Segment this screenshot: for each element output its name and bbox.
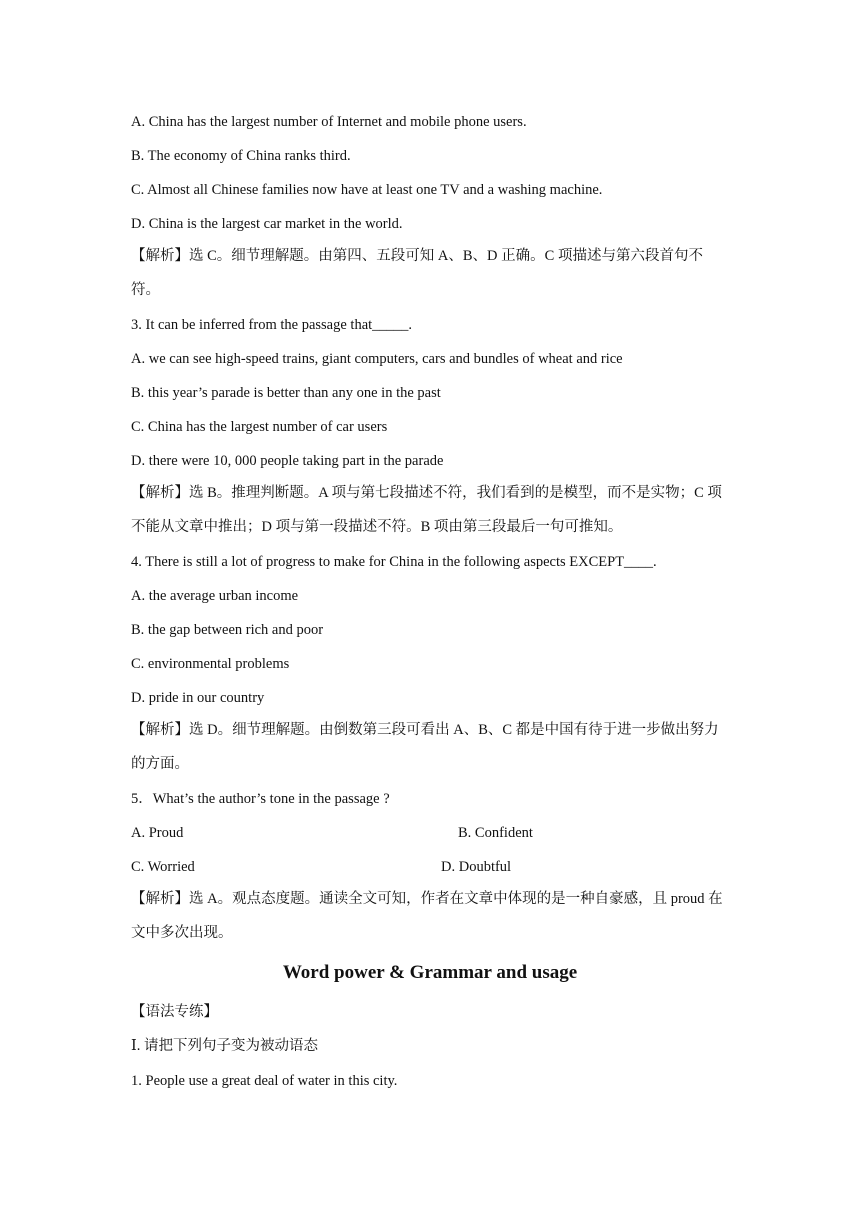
- q5-analysis: 【解析】选 A。观点态度题。通读全文可知，作者在文章中体现的是一种自豪感，且 proud 在文中多次出现。: [131, 891, 723, 941]
- exercise-item-1: 1. People use a great deal of water in this city.: [131, 1073, 398, 1089]
- q4-analysis: 【解析】选 D。细节理解题。由倒数第三段可看出 A、B、C 都是中国有待于进一步做出努力的方面。: [131, 722, 719, 772]
- q4-option-a: A. the average urban income: [131, 588, 299, 604]
- q4-option-b: B. the gap between rich and poor: [131, 622, 324, 638]
- q2-option-d: D. China is the largest car market in the world.: [131, 216, 403, 232]
- q3-option-d: D. there were 10, 000 people taking part in the parade: [131, 453, 444, 469]
- q4-option-c: C. environmental problems: [131, 656, 290, 672]
- q2-option-c: C. Almost all Chinese families now have at least one TV and a washing machine.: [131, 182, 603, 198]
- q4-question: 4. There is still a lot of progress to make for China in the following aspects EXCEPT____.: [131, 554, 657, 570]
- q3-option-c: C. China has the largest number of car users: [131, 419, 388, 435]
- section-instruction: Ⅰ. 请把下列句子变为被动语态: [131, 1038, 318, 1054]
- q5-option-b: B. Confident: [458, 825, 533, 841]
- q4-option-d: D. pride in our country: [131, 690, 265, 706]
- q2-analysis: 【解析】选 C。细节理解题。由第四、五段可知 A、B、D 正确。C 项描述与第六段首句不符。: [131, 248, 703, 298]
- q3-option-b: B. this year’s parade is better than any one in the past: [131, 385, 441, 401]
- q3-analysis: 【解析】选 B。推理判断题。A 项与第七段描述不符，我们看到的是模型，而不是实物；C 项不能从文章中推出；D 项与第一段描述不符。B 项由第三段最后一句可推知。: [131, 485, 722, 535]
- q3-question: 3. It can be inferred from the passage that_____.: [131, 317, 413, 333]
- q2-option-b: B. The economy of China ranks third.: [131, 148, 351, 164]
- q5-option-d: D. Doubtful: [441, 859, 512, 875]
- q3-option-a: A. we can see high-speed trains, giant computers, cars and bundles of wheat and rice: [131, 351, 623, 367]
- section-title: Word power & Grammar and usage: [282, 962, 578, 983]
- q5-question: 5．What’s the author’s tone in the passage ?: [131, 791, 390, 807]
- q5-option-a: A. Proud: [131, 825, 184, 841]
- q5-option-c: C. Worried: [131, 859, 195, 875]
- section-subtitle: 【语法专练】: [131, 1004, 218, 1020]
- q2-option-a: A. China has the largest number of Internet and mobile phone users.: [131, 114, 527, 130]
